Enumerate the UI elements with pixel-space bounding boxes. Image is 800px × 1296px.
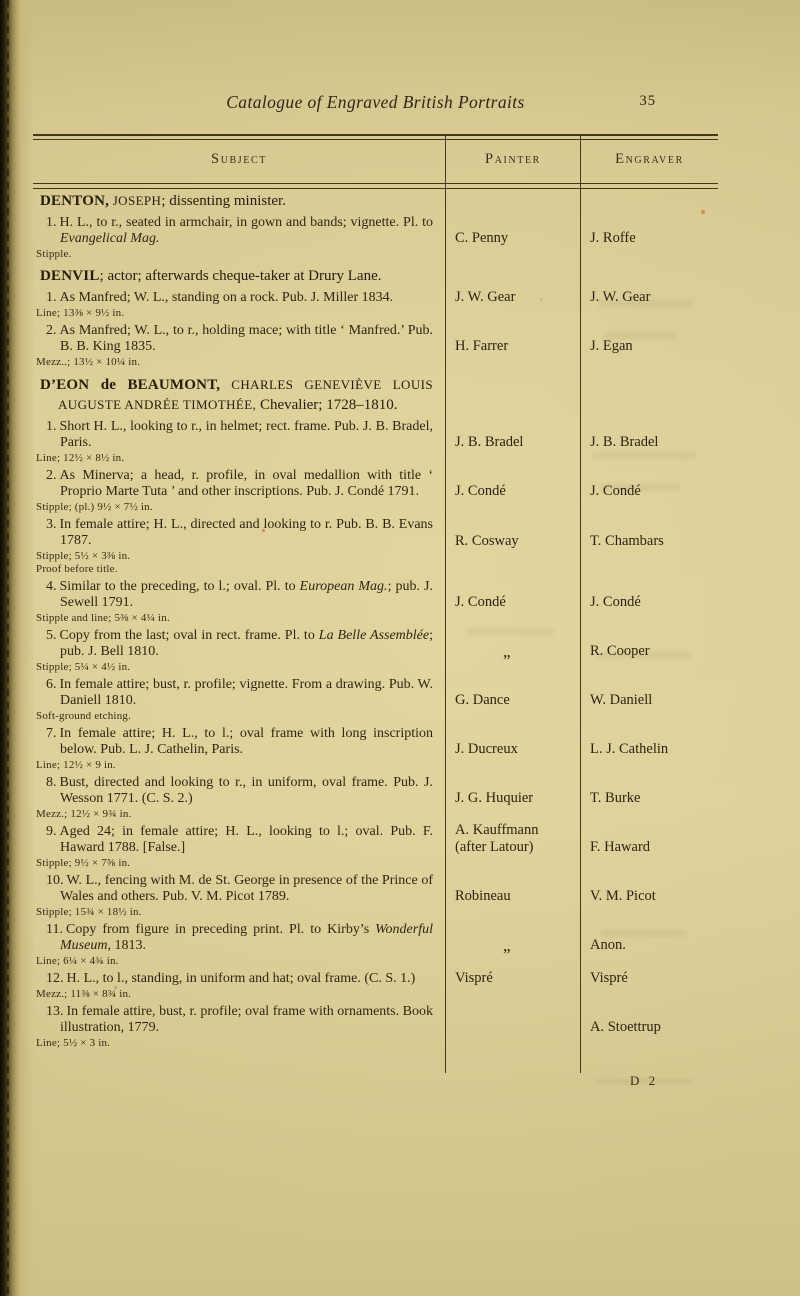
item-detail: Stipple; 15¾ × 18½ in. xyxy=(36,906,142,918)
text-segment: Short H. L., looking to r., in helmet; rect. frame. Pub. J. B. Bradel, Paris. xyxy=(59,419,433,450)
item-description xyxy=(40,419,433,451)
item-number: 2. xyxy=(46,323,57,338)
text-segment: ; dissenting minister. xyxy=(161,193,286,209)
catalog-item xyxy=(36,677,433,722)
engraver-cell xyxy=(580,319,718,368)
item-detail: Line; 12½ × 9 in. xyxy=(36,759,116,771)
item-number: 11. xyxy=(46,922,63,937)
painter-cell xyxy=(445,722,580,771)
painter-cell xyxy=(445,575,580,624)
engraver-name: F. Haward xyxy=(590,839,651,855)
item-description xyxy=(40,971,433,987)
item-description xyxy=(40,775,433,807)
engraver-cell xyxy=(580,722,718,771)
item-detail: Stipple and line; 5⅜ × 4¼ in. xyxy=(36,612,170,624)
item-number: 8. xyxy=(46,775,57,790)
italic-text: Wonderful Museum xyxy=(60,922,433,953)
item-detail: Stipple; 5¼ × 4½ in. xyxy=(36,661,131,673)
item-detail: Mezz.; 11⅜ × 8¾ in. xyxy=(36,988,132,1000)
painter-cell xyxy=(445,286,580,319)
text-segment: , 1813. xyxy=(107,938,146,953)
column-header-engraver: Engraver xyxy=(580,136,718,184)
catalog-item xyxy=(36,517,433,575)
catalog-item xyxy=(36,215,433,260)
text-segment: DENVIL xyxy=(40,268,100,284)
item-description xyxy=(40,873,433,905)
painter-name: (after Latour) xyxy=(455,839,534,855)
engraver-name: V. M. Picot xyxy=(590,888,656,904)
item-subject-cell xyxy=(33,211,445,260)
item-subject-cell xyxy=(33,722,445,771)
item-subject-cell xyxy=(33,673,445,722)
painter-cell xyxy=(445,513,580,575)
engraver-name: R. Cooper xyxy=(590,643,650,659)
painter-name: J. W. Gear xyxy=(455,289,516,305)
engraver-cell xyxy=(580,513,718,575)
item-detail: Stipple. xyxy=(36,248,72,260)
item-detail: Soft-ground etching. xyxy=(36,710,132,722)
catalog-item xyxy=(36,726,433,771)
text-segment: As Minerva; a head, r. profile, in oval medallion with title ‘ Proprio Marte Tuta ’ and other inscriptions. Pub. J. Condé 1791. xyxy=(59,468,433,499)
painter-cell xyxy=(445,918,580,967)
text-segment: In female attire; H. L., directed and looking to r. Pub. B. B. Evans 1787. xyxy=(59,517,433,548)
item-description xyxy=(40,323,433,355)
item-subject-cell xyxy=(33,1000,445,1049)
text-segment: In female attire, bust, r. profile; oval frame with ornaments. Book illustration, 1779. xyxy=(60,1004,433,1035)
text-segment: ; actor; afterwards cheque-taker at Drury Lane. xyxy=(99,268,382,284)
engraver-cell xyxy=(580,368,718,415)
painter-name: C. Penny xyxy=(455,230,509,246)
item-description xyxy=(40,824,433,856)
engraver-cell xyxy=(580,1000,718,1049)
item-detail: Line; 12½ × 8½ in. xyxy=(36,452,125,464)
catalog-item xyxy=(36,579,433,624)
engraver-name: Anon. xyxy=(590,937,626,953)
entry-heading xyxy=(40,267,433,286)
item-description xyxy=(40,628,433,660)
painter-name: G. Dance xyxy=(455,692,510,708)
running-head xyxy=(33,92,718,118)
page-title: Catalogue of Engraved British Portraits xyxy=(226,92,525,112)
painter-name: Robineau xyxy=(455,888,511,904)
painter-cell xyxy=(445,464,580,513)
catalog-item xyxy=(36,419,433,464)
column-header-painter: Painter xyxy=(445,136,580,184)
text-segment: Chevalier; 1728–1810. xyxy=(256,397,398,413)
ditto-mark: „ xyxy=(503,642,511,661)
engraver-name: J. Condé xyxy=(590,594,641,610)
engraver-name: J. Egan xyxy=(590,338,633,354)
item-description xyxy=(40,677,433,709)
catalog-item xyxy=(36,922,433,967)
item-description xyxy=(40,468,433,500)
text-segment: ; pub. J. Bell 1810. xyxy=(60,628,433,659)
table-filler xyxy=(445,1049,580,1073)
item-detail: Stipple; 5½ × 3⅜ in. xyxy=(36,550,131,562)
painter-cell xyxy=(445,869,580,918)
catalog-item xyxy=(36,323,433,368)
painter-cell xyxy=(445,368,580,415)
text-segment: JOSEPH xyxy=(109,193,162,208)
text-segment: DENTON, xyxy=(40,193,110,209)
text-segment: ; pub. J. Sewell 1791. xyxy=(60,579,433,610)
engraver-cell xyxy=(580,820,718,869)
text-segment: D’EON de BEAUMONT, xyxy=(40,377,221,393)
table-filler xyxy=(580,1049,718,1073)
engraver-name: J. Condé xyxy=(590,483,641,499)
portrait-table xyxy=(33,134,718,1088)
italic-text: La Belle Assemblée xyxy=(318,628,430,643)
item-number: 1. xyxy=(46,215,57,230)
painter-cell xyxy=(445,260,580,286)
text-segment: Copy from figure in preceding print. Pl. to Kirby’s xyxy=(65,922,376,937)
item-number: 7. xyxy=(46,726,57,741)
text-segment: In female attire; H. L., to l.; oval frame with long inscription below. Pub. L. J. Cathelin, Paris. xyxy=(59,726,433,757)
engraver-name: W. Daniell xyxy=(590,692,653,708)
item-number: 10. xyxy=(46,873,64,888)
text-segment: Aged 24; in female attire; H. L., looking to l.; oval. Pub. F. Haward 1788. [False.] xyxy=(59,824,433,855)
painter-cell xyxy=(445,967,580,1000)
catalog-item xyxy=(36,628,433,673)
engraver-cell xyxy=(580,575,718,624)
engraver-name: L. J. Cathelin xyxy=(590,741,669,757)
item-number: 9. xyxy=(46,824,57,839)
item-subject-cell xyxy=(33,624,445,673)
catalog-grid xyxy=(33,136,718,1073)
engraver-name: J. W. Gear xyxy=(590,289,651,305)
painter-name: J. Ducreux xyxy=(455,741,518,757)
entry-heading-cell xyxy=(33,260,445,286)
item-number: 1. xyxy=(46,290,57,305)
entry-heading-cell xyxy=(33,368,445,415)
text-segment: W. L., fencing with M. de St. George in presence of the Prince of Wales and others. Pub. V. M. Picot 1789. xyxy=(60,873,433,904)
entry-heading xyxy=(40,191,433,211)
engraver-cell xyxy=(580,918,718,967)
item-detail: Line; 5½ × 3 in. xyxy=(36,1037,111,1049)
engraver-cell xyxy=(580,211,718,260)
engraver-cell xyxy=(580,967,718,1000)
painter-cell xyxy=(445,211,580,260)
item-subject-cell xyxy=(33,820,445,869)
book-binding-edge xyxy=(0,0,34,1296)
engraver-cell xyxy=(580,286,718,319)
item-description xyxy=(40,579,433,611)
italic-text: Evangelical Mag. xyxy=(60,231,160,246)
page-number: 35 xyxy=(639,93,656,109)
item-number: 5. xyxy=(46,628,57,643)
text-segment: Bust, directed and looking to r., in uniform, oval frame. Pub. J. Wesson 1771. (C. S. 2.) xyxy=(59,775,433,806)
engraver-name: A. Stoettrup xyxy=(590,1019,661,1035)
engraver-cell xyxy=(580,624,718,673)
item-subject-cell xyxy=(33,771,445,820)
engraver-name: T. Burke xyxy=(590,790,641,806)
item-subject-cell xyxy=(33,286,445,319)
engraver-name: J. B. Bradel xyxy=(590,434,659,450)
catalog-item xyxy=(36,1004,433,1049)
item-number: 6. xyxy=(46,677,57,692)
column-header-subject: Subject xyxy=(33,136,445,184)
painter-cell xyxy=(445,771,580,820)
item-description xyxy=(40,290,433,306)
engraver-cell xyxy=(580,260,718,286)
item-detail: Line; 13⅜ × 9½ in. xyxy=(36,307,125,319)
item-subject-cell xyxy=(33,415,445,464)
item-number: 2. xyxy=(46,468,57,483)
engraver-cell xyxy=(580,415,718,464)
item-subject-cell xyxy=(33,869,445,918)
painter-name: A. Kauffmann xyxy=(455,822,539,838)
item-subject-cell xyxy=(33,319,445,368)
table-filler xyxy=(33,1049,445,1073)
item-detail: Proof before title. xyxy=(36,563,118,575)
item-description xyxy=(40,922,433,954)
italic-text: European Mag. xyxy=(299,579,388,594)
item-number: 3. xyxy=(46,517,57,532)
text-segment: As Manfred; W. L., to r., holding mace; with title ‘ Manfred.’ Pub. B. B. King 1835. xyxy=(59,323,433,354)
item-detail: Mezz..; 13½ × 10¼ in. xyxy=(36,356,141,368)
engraver-name: J. Roffe xyxy=(590,230,636,246)
ditto-mark: „ xyxy=(503,936,511,955)
painter-name: J. B. Bradel xyxy=(455,434,524,450)
catalog-item xyxy=(36,775,433,820)
text-segment: CHARLES GENEVIÈVE LOUIS AUGUSTE ANDRÉE TIMOTHÉE, xyxy=(58,377,433,412)
item-description xyxy=(40,1004,433,1036)
item-description xyxy=(40,726,433,758)
catalog-item xyxy=(36,971,433,1000)
entry-heading xyxy=(40,375,433,415)
catalog-item xyxy=(36,873,433,918)
item-number: 4. xyxy=(46,579,57,594)
text-segment: As Manfred; W. L., standing on a rock. Pub. J. Miller 1834. xyxy=(59,290,394,305)
painter-cell xyxy=(445,1000,580,1049)
painter-cell xyxy=(445,820,580,869)
item-number: 13. xyxy=(46,1004,64,1019)
header-rule xyxy=(33,188,718,189)
item-number: 1. xyxy=(46,419,57,434)
text-segment: Copy from the last; oval in rect. frame. Pl. to xyxy=(59,628,319,643)
painter-cell xyxy=(445,319,580,368)
text-segment: In female attire; bust, r. profile; vignette. From a drawing. Pub. W. Daniell 1810. xyxy=(59,677,433,708)
item-subject-cell xyxy=(33,967,445,1000)
item-subject-cell xyxy=(33,575,445,624)
item-detail: Line; 6¼ × 4¾ in. xyxy=(36,955,119,967)
catalog-item xyxy=(36,468,433,513)
text-segment: H. L., to r., seated in armchair, in gown and bands; vignette. Pl. to xyxy=(59,215,433,230)
painter-name: J. Condé xyxy=(455,483,506,499)
catalog-item xyxy=(36,824,433,869)
painter-name: Vispré xyxy=(455,970,493,986)
engraver-cell xyxy=(580,869,718,918)
painter-name: R. Cosway xyxy=(455,533,519,549)
painter-name: J. Condé xyxy=(455,594,506,610)
painter-name: J. G. Huquier xyxy=(455,790,534,806)
engraver-cell xyxy=(580,771,718,820)
engraver-name: T. Chambars xyxy=(590,533,664,549)
item-detail: Mezz.; 12½ × 9¾ in. xyxy=(36,808,132,820)
item-number: 12. xyxy=(46,971,64,986)
engraver-name: Vispré xyxy=(590,970,628,986)
painter-cell xyxy=(445,673,580,722)
item-detail: Stipple; 9½ × 7⅝ in. xyxy=(36,857,131,869)
signature-mark: D 2 xyxy=(630,1073,659,1088)
engraver-cell xyxy=(580,464,718,513)
item-subject-cell xyxy=(33,464,445,513)
painter-cell xyxy=(445,624,580,673)
engraver-cell xyxy=(580,673,718,722)
item-description xyxy=(40,517,433,549)
text-segment: Similar to the preceding, to l.; oval. Pl. to xyxy=(59,579,300,594)
painter-cell xyxy=(445,415,580,464)
painter-name: H. Farrer xyxy=(455,338,509,354)
text-segment: H. L., to l., standing, in uniform and hat; oval frame. (C. S. 1.) xyxy=(66,971,416,986)
item-description xyxy=(40,215,433,247)
item-subject-cell xyxy=(33,513,445,575)
catalog-item xyxy=(36,290,433,319)
item-detail: Stipple; (pl.) 9½ × 7½ in. xyxy=(36,501,153,513)
item-subject-cell xyxy=(33,918,445,967)
